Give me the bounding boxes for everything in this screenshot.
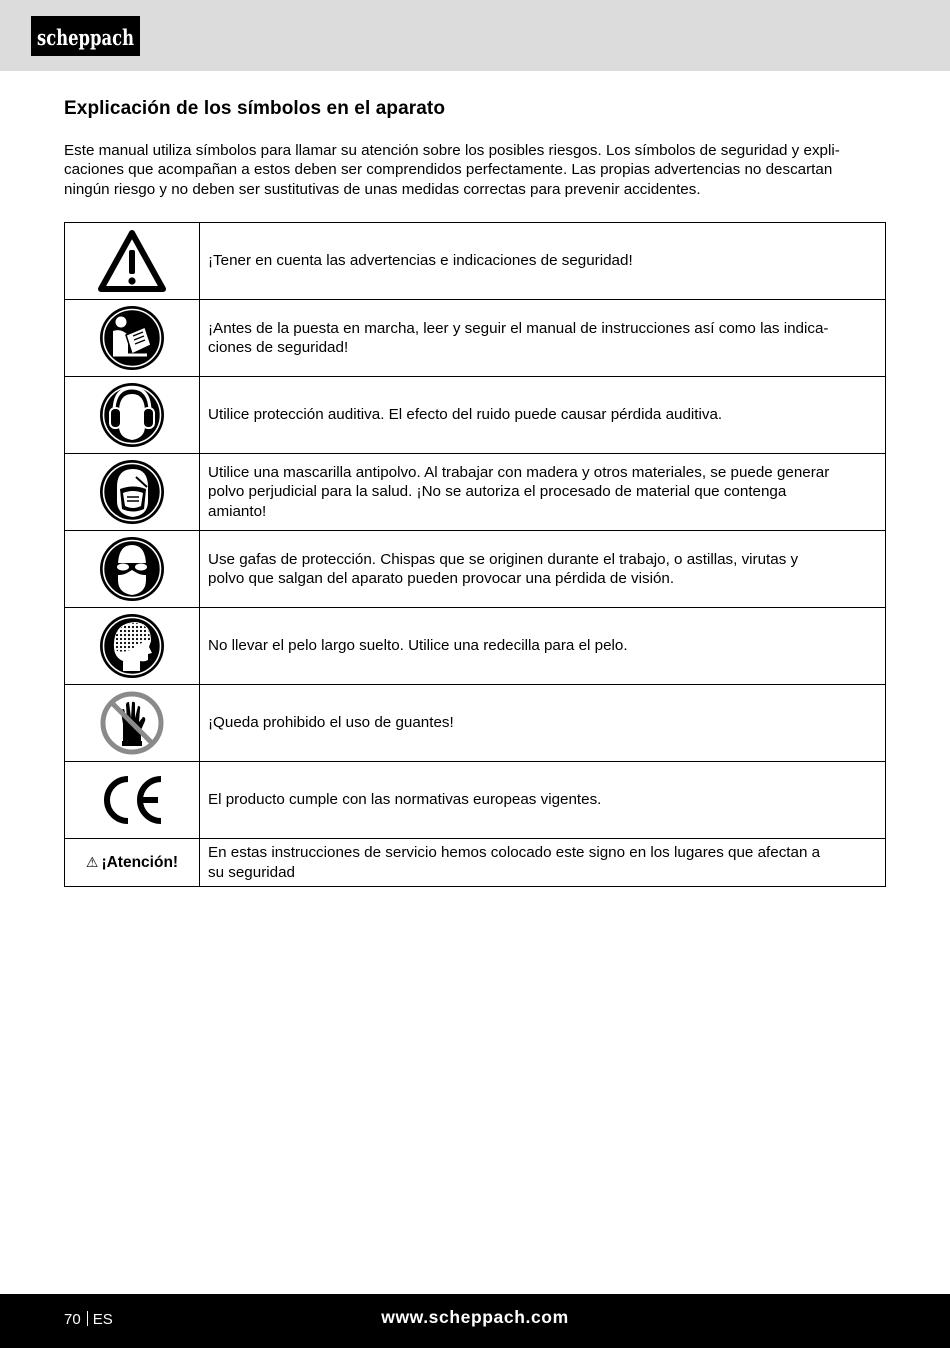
symbol-description: El producto cumple con las normativas europeas vigentes. [208,791,602,809]
warning-triangle-icon: ⚠ [85,853,99,870]
symbol-description: En estas instrucciones de servicio hemos colocado este signo en los lugares que afectan a [208,844,821,862]
table-row [65,531,886,608]
symbol-description: polvo que salgan del aparato pueden provocar una pérdida de visión. [208,570,675,587]
language-code: ES [92,1311,113,1328]
page-number: 70 [64,1311,81,1328]
website-url[interactable]: www.scheppach.com [381,1307,569,1327]
table-row [65,608,886,685]
table-row [65,377,886,454]
intro-line: caciones que acompañan a estos deben ser comprendidos perfectamente. Las propias advertencias no descartan [64,161,833,179]
intro-line: ningún riesgo y no deben ser sustitutivas de unas medidas correctas para prevenir accidentes. [64,180,701,198]
table-row [65,685,886,762]
safety-goggles-icon [99,536,165,602]
dust-mask-icon [99,459,165,525]
intro-line: Este manual utiliza símbolos para llamar su atención sobre los posibles riesgos. Los símbolos de seguridad y expli- [64,142,840,159]
symbol-description: ¡Queda prohibido el uso de guantes! [208,714,454,732]
page-title: Explicación de los símbolos en el aparato [64,98,446,119]
ce-mark-icon [99,775,165,825]
scheppach-logo [31,16,140,56]
table-row [65,839,886,887]
no-gloves-icon [99,690,165,756]
symbol-description: amianto! [208,502,267,520]
table-row [65,223,886,300]
symbol-description: su seguridad [208,863,295,881]
symbol-description: ciones de seguridad! [208,339,349,356]
hair-net-icon [99,613,165,679]
table-row [65,454,886,531]
ear-protection-icon [99,382,165,448]
svg-text:scheppach: scheppach [37,25,134,50]
read-manual-icon [99,305,165,371]
warning-triangle-icon [98,230,166,292]
symbol-description: Use gafas de protección. Chispas que se originen durante el trabajo, o astillas, virutas y [208,550,799,568]
footer-band [0,1294,950,1348]
symbol-description: polvo perjudicial para la salud. ¡No se autoriza el procesado de material que contenga [208,483,787,501]
table-row [65,300,886,377]
symbol-description: ¡Tener en cuenta las advertencias e indicaciones de seguridad! [208,252,633,270]
symbol-description: Utilice protección auditiva. El efecto del ruido puede causar pérdida auditiva. [208,406,723,424]
symbols-table [64,222,886,887]
intro-paragraph [64,141,886,199]
header-band [0,0,950,71]
symbol-description: No llevar el pelo largo suelto. Utilice una redecilla para el pelo. [208,637,628,655]
attention-label [86,854,178,871]
table-row [65,762,886,839]
symbol-description: Utilice una mascarilla antipolvo. Al trabajar con madera y otros materiales, se puede generar [208,464,830,482]
symbol-description: ¡Antes de la puesta en marcha, leer y seguir el manual de instrucciones así como las indica- [208,319,829,337]
attention-text: ¡Atención! [101,853,179,871]
